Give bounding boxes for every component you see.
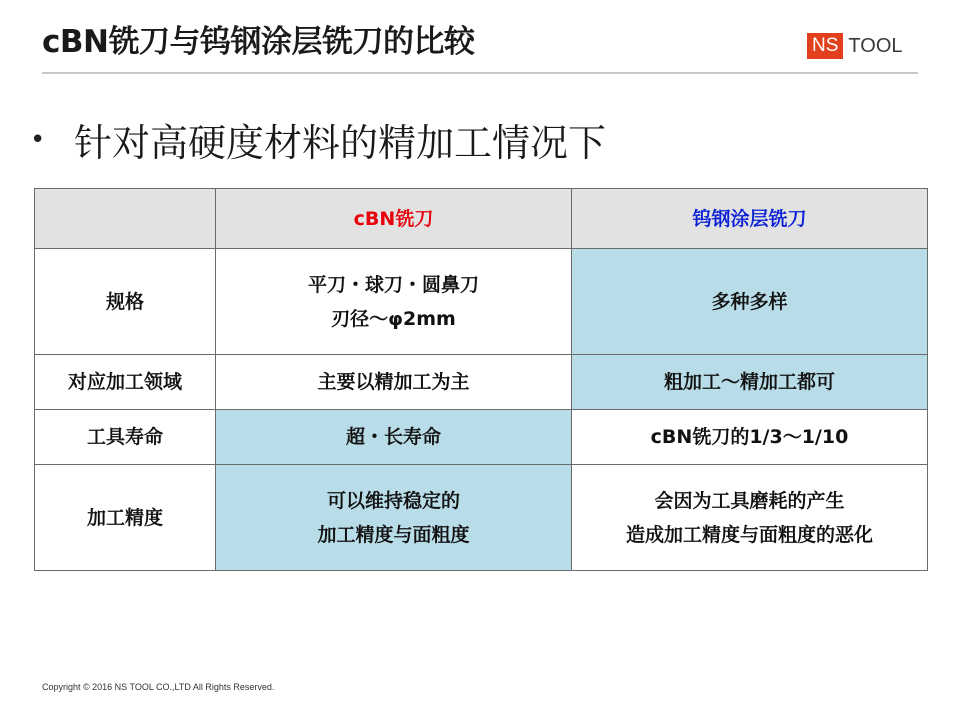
carbide-cell-tool-life (572, 410, 928, 465)
cbn-cell-precision (216, 465, 572, 571)
carbide-cell-application (572, 355, 928, 410)
header-empty-cell (35, 189, 216, 249)
logo-ns-mark: NS (807, 33, 843, 59)
cell-line: 造成加工精度与面粗度的恶化 (625, 523, 873, 546)
row-label-spec: 规格 (35, 249, 216, 355)
cell-line: 可以维持稳定的 (326, 489, 460, 512)
cell-line: 主要以精加工为主 (317, 371, 470, 393)
bullet-point (30, 112, 606, 167)
table-row (35, 465, 928, 571)
bullet-dot-icon: • (30, 124, 46, 155)
table-row (35, 355, 928, 410)
cell-line: 加工精度与面粗度 (317, 523, 470, 546)
cell-line: 刃径～φ2mm (331, 307, 456, 330)
table-row (35, 410, 928, 465)
cbn-cell-spec (216, 249, 572, 355)
row-label-tool-life: 工具寿命 (35, 410, 216, 465)
cbn-cell-tool-life (216, 410, 572, 465)
logo-tool-text: TOOL (848, 35, 903, 57)
row-label-precision: 加工精度 (35, 465, 216, 571)
comparison-table (34, 188, 928, 571)
carbide-cell-precision (572, 465, 928, 571)
header-cbn: cBN铣刀 (216, 189, 572, 249)
carbide-cell-spec (572, 249, 928, 355)
cell-line: 超・长寿命 (345, 426, 441, 448)
slide-title: cBN铣刀与钨钢涂层铣刀的比较 (42, 24, 475, 60)
bullet-text: 针对高硬度材料的精加工情况下 (74, 121, 607, 165)
cell-line: 粗加工～精加工都可 (663, 371, 835, 393)
table-header-row (35, 189, 928, 249)
cbn-cell-application (216, 355, 572, 410)
ns-tool-logo (807, 32, 903, 60)
copyright-footer: Copyright © 2016 NS TOOL CO.,LTD All Rights Reserved. (42, 682, 275, 692)
cell-line: 平刀・球刀・圆鼻刀 (307, 273, 479, 296)
cell-line: 多种多样 (711, 290, 788, 313)
cell-line: 会因为工具磨耗的产生 (654, 489, 845, 512)
title-divider (42, 72, 918, 74)
header-carbide: 钨钢涂层铣刀 (572, 189, 928, 249)
cell-line: cBN铣刀的1/3～1/10 (650, 426, 849, 448)
row-label-application: 对应加工领域 (35, 355, 216, 410)
table-row (35, 249, 928, 355)
